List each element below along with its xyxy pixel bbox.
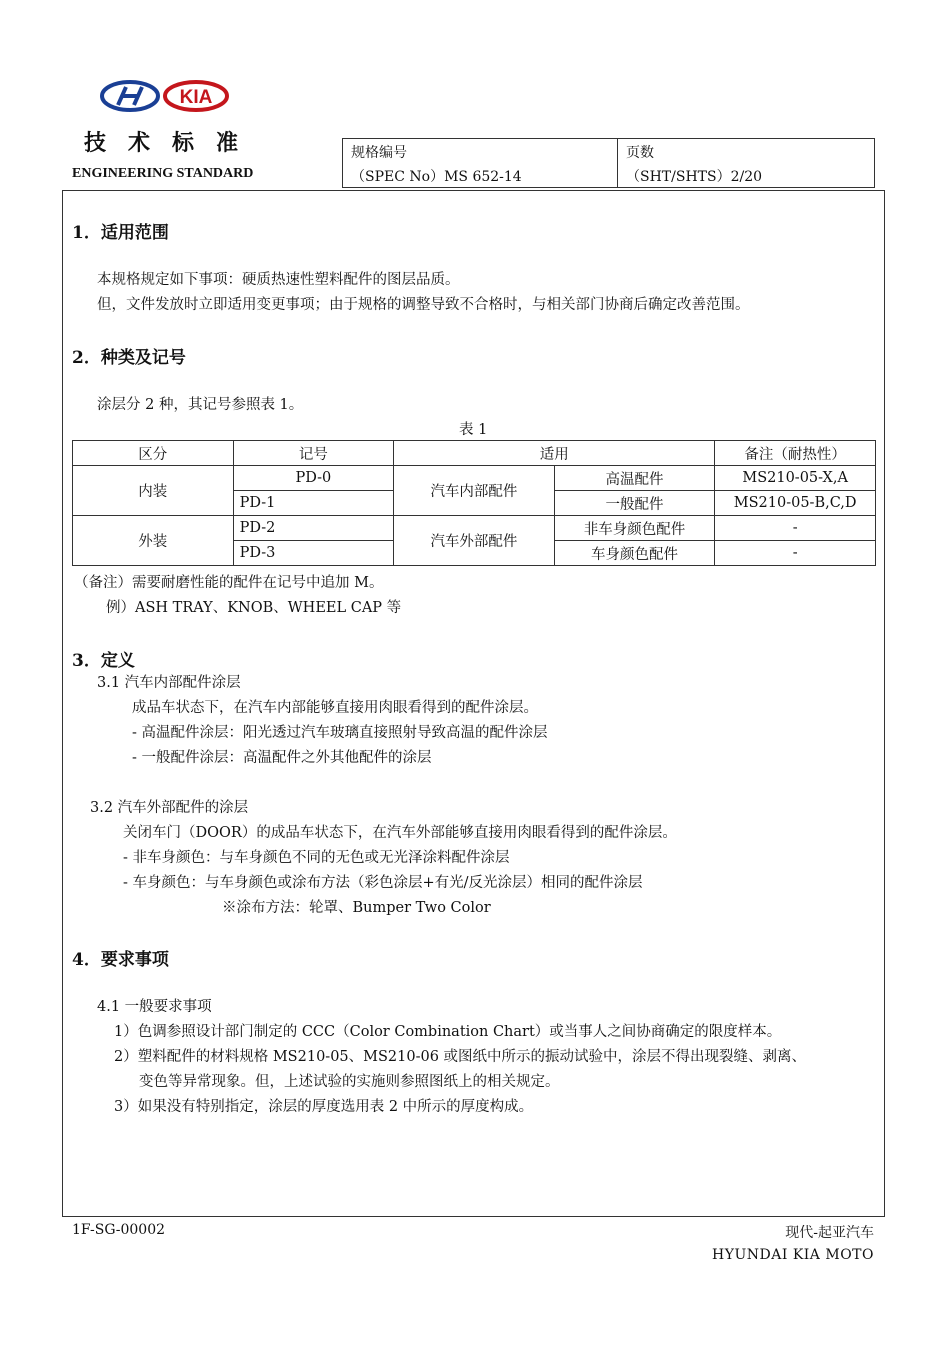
table-code-cell: PD-3 <box>233 541 394 566</box>
section-3-2-note: ※涂布方法：轮罩、Bumper Two Color <box>222 900 491 916</box>
table-row <box>73 516 876 541</box>
table-code-cell: PD-1 <box>233 491 394 516</box>
page-count-cell <box>617 139 874 187</box>
table-caption: 表 1 <box>459 422 488 438</box>
section-4-1-title: 4.1 一般要求事项 <box>97 999 212 1015</box>
table-note-cell: - <box>715 516 876 541</box>
section-3-heading: 3．定义 <box>72 651 135 671</box>
section-3-2-line: - 非车身颜色：与车身颜色不同的无色或无光泽涂料配件涂层 <box>123 850 510 866</box>
section-1-line: 本规格规定如下事项：硬质热速性塑料配件的图层品质。 <box>97 272 460 288</box>
document-title-en: ENGINEERING STANDARD <box>72 166 254 181</box>
company-name-cn: 现代-起亚汽车 <box>785 1225 874 1241</box>
spec-number-label: 规格编号 <box>351 145 407 161</box>
requirement-item-continued: 变色等异常现象。但，上述试验的实施则参照图纸上的相关规定。 <box>139 1074 560 1090</box>
table-remark: （备注）需要耐磨性能的配件在记号中追加 M。 <box>74 575 384 591</box>
table-row <box>73 466 876 491</box>
section-3-2-line: 关闭车门（DOOR）的成品车状态下，在汽车外部能够直接用肉眼看得到的配件涂层。 <box>123 825 677 841</box>
requirement-item: 3）如果没有特别指定，涂层的厚度选用表 2 中所示的厚度构成。 <box>114 1099 534 1115</box>
table-example: 例）ASH TRAY、KNOB、WHEEL CAP 等 <box>106 600 402 616</box>
section-3-1-line: 成品车状态下，在汽车内部能够直接用肉眼看得到的配件涂层。 <box>132 700 538 716</box>
table-sub-cell: 一般配件 <box>554 491 715 516</box>
spec-info-box <box>342 138 875 188</box>
spec-number-value: （SPEC No）MS 652-14 <box>351 169 522 185</box>
table-group-cell: 外装 <box>73 516 234 566</box>
svg-text:KIA: KIA <box>179 87 213 108</box>
table-header-row <box>73 441 876 466</box>
section-2-intro: 涂层分 2 种，其记号参照表 1。 <box>97 397 304 413</box>
table-header-cell: 记号 <box>233 441 394 466</box>
section-4-heading: 4．要求事项 <box>72 950 169 970</box>
form-code: 1F-SG-00002 <box>72 1222 166 1238</box>
section-3-2-line: - 车身颜色：与车身颜色或涂布方法（彩色涂层+有光/反光涂层）相同的配件涂层 <box>123 875 643 891</box>
table-sub-cell: 车身颜色配件 <box>554 541 715 566</box>
table-note-cell: MS210-05-X,A <box>715 466 876 491</box>
page-count-label: 页数 <box>626 145 654 161</box>
table-group-cell: 内装 <box>73 466 234 516</box>
table-code-cell: PD-0 <box>233 466 394 491</box>
section-3-1-line: - 一般配件涂层：高温配件之外其他配件的涂层 <box>132 750 432 766</box>
section-1-heading: 1．适用范围 <box>72 223 169 243</box>
coating-type-table <box>72 440 876 566</box>
table-sub-cell: 非车身颜色配件 <box>554 516 715 541</box>
requirement-item: 1）色调参照设计部门制定的 CCC（Color Combination Chart）或当事人之间协商确定的限度样本。 <box>114 1024 782 1040</box>
table-apply-cell: 汽车外部配件 <box>394 516 555 566</box>
table-header-cell: 备注（耐热性） <box>715 441 876 466</box>
table-code-cell: PD-2 <box>233 516 394 541</box>
section-2-heading: 2．种类及记号 <box>72 348 186 368</box>
table-header-cell: 区分 <box>73 441 234 466</box>
section-3-1-line: - 高温配件涂层：阳光透过汽车玻璃直接照射导致高温的配件涂层 <box>132 725 548 741</box>
requirement-item: 2）塑料配件的材料规格 MS210-05、MS210-06 或图纸中所示的振动试验中，涂层不得出现裂缝、剥离、 <box>114 1049 807 1065</box>
table-sub-cell: 高温配件 <box>554 466 715 491</box>
table-note-cell: - <box>715 541 876 566</box>
section-1-line: 但，文件发放时立即适用变更事项；由于规格的调整导致不合格时，与相关部门协商后确定改善范围。 <box>97 297 750 313</box>
company-logos <box>100 78 230 114</box>
kia-logo <box>165 82 227 110</box>
table-note-cell: MS210-05-B,C,D <box>715 491 876 516</box>
spec-number-cell <box>343 139 617 187</box>
company-name-en: HYUNDAI KIA MOTO <box>712 1247 874 1263</box>
table-header-cell: 适用 <box>394 441 715 466</box>
section-3-2-title: 3.2 汽车外部配件的涂层 <box>90 800 249 816</box>
page-count-value: （SHT/SHTS）2/20 <box>626 169 763 185</box>
section-3-1-title: 3.1 汽车内部配件涂层 <box>97 675 241 691</box>
hyundai-logo <box>102 82 158 110</box>
table-apply-cell: 汽车内部配件 <box>394 466 555 516</box>
document-title-cn: 技术标准 <box>84 130 261 156</box>
